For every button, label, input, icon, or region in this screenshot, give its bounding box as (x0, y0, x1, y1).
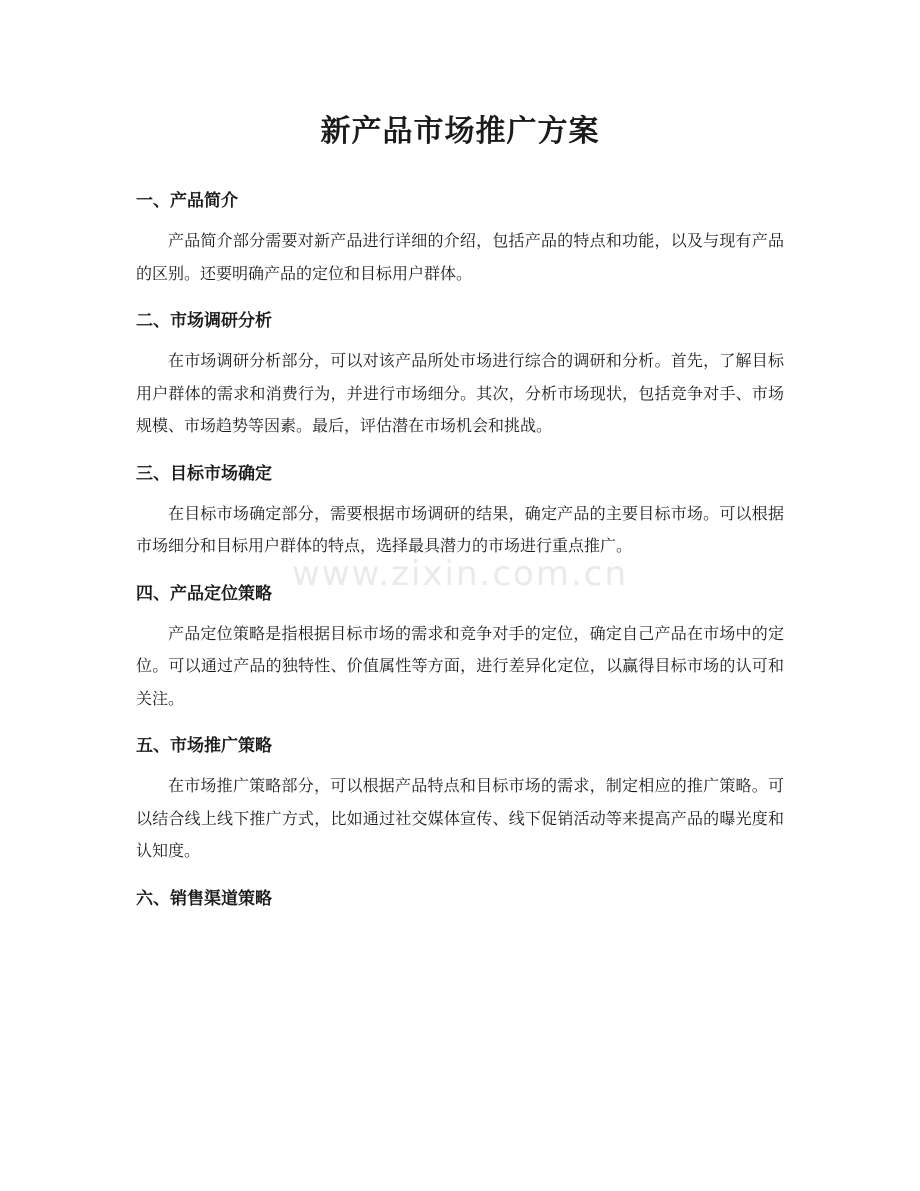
section-heading: 一、产品简介 (136, 191, 238, 211)
section-positioning (136, 579, 784, 716)
document-content (136, 186, 784, 914)
section-body: 在市场推广策略部分，可以根据产品特点和目标市场的需求，制定相应的推广策略。可以结合线上线下推广方式，比如通过社交媒体宣传、线下促销活动等来提高产品的曝光度和认知度。 (136, 776, 784, 860)
section-market-research (136, 306, 784, 443)
watermark-text: www.zixin.com.cn (292, 554, 628, 594)
section-promotion (136, 731, 784, 868)
section-heading: 四、产品定位策略 (136, 583, 272, 604)
section-target-market (136, 459, 784, 563)
document-title: 新产品市场推广方案 (320, 114, 600, 149)
section-body: 在市场调研分析部分，可以对该产品所处市场进行综合的调研和分析。首先，了解目标用户群体的需求和消费行为，并进行市场细分。其次，分析市场现状，包括竞争对手、市场规模、市场趋势等因素。最后，评估潜在市场机会和挑战。 (136, 351, 784, 435)
section-body: 产品定位策略是指根据目标市场的需求和竞争对手的定位，确定自己产品在市场中的定位。可以通过产品的独特性、价值属性等方面，进行差异化定位，以赢得目标市场的认可和关注。 (136, 623, 784, 708)
section-heading: 五、市场推广策略 (136, 736, 272, 756)
section-product-intro (136, 186, 784, 290)
section-body: 产品简介部分需要对新产品进行详细的介绍，包括产品的特点和功能，以及与现有产品的区别。还要明确产品的定位和目标用户群体。 (136, 231, 784, 283)
section-heading: 六、销售渠道策略 (136, 888, 272, 909)
section-heading: 三、目标市场确定 (136, 463, 272, 484)
section-body: 在目标市场确定部分，需要根据市场调研的结果，确定产品的主要目标市场。可以根据市场细分和目标用户群体的特点，选择最具潜力的市场进行重点推广。 (136, 503, 784, 555)
section-sales-channel (136, 884, 784, 914)
section-heading: 二、市场调研分析 (136, 311, 272, 331)
